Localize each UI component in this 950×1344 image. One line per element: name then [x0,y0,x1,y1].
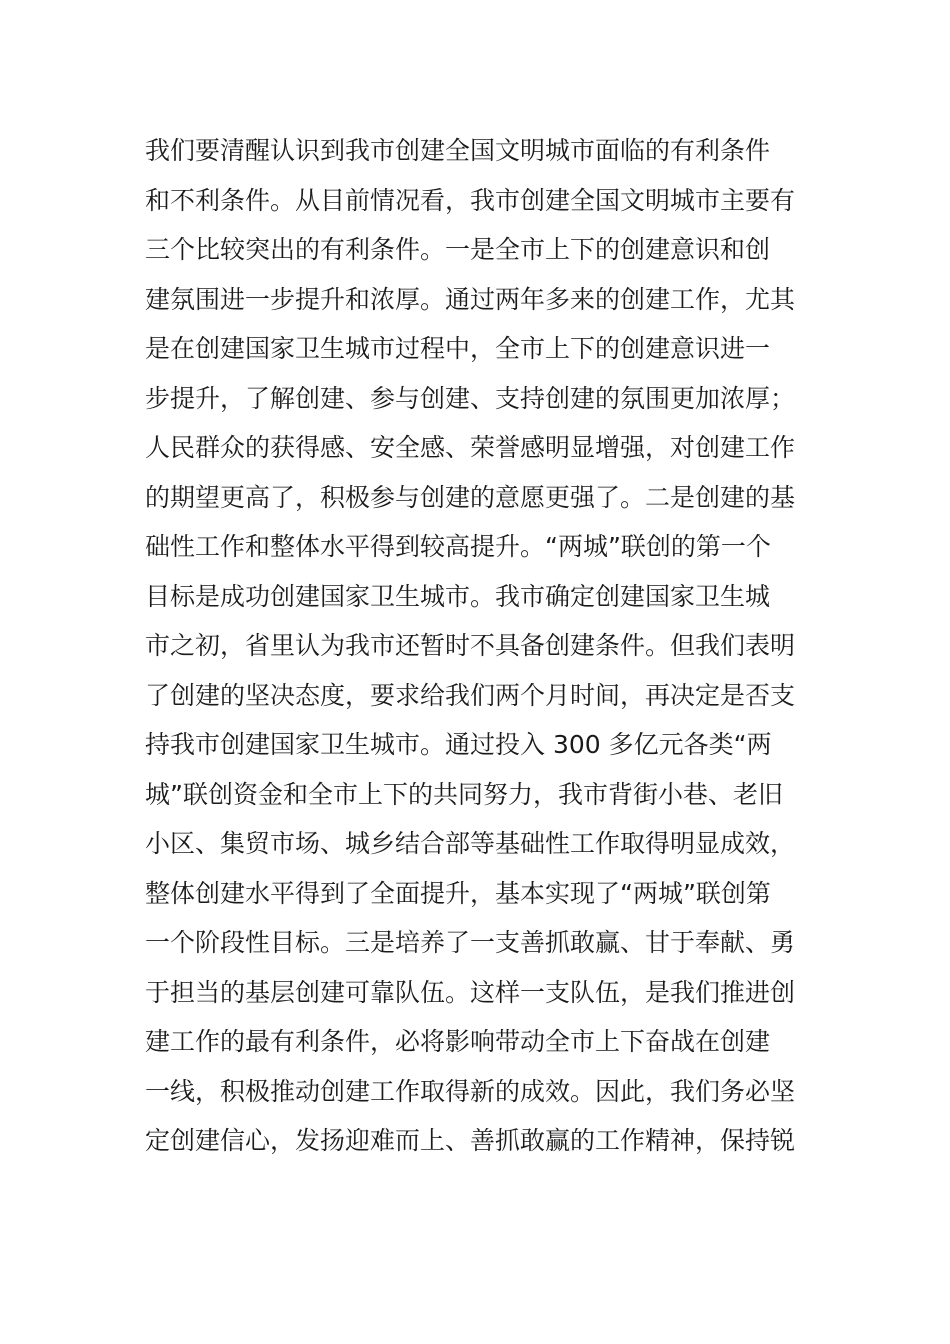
text-line: 一线，积极推动创建工作取得新的成效。因此，我们务必坚 [145,1076,796,1106]
text-line: 一个阶段性目标。三是培养了一支善抓敢赢、甘于奉献、勇 [145,928,796,957]
text-line: 整体创建水平得到了全面提升，基本实现了“两城”联创第 [145,878,771,908]
text-line: 人民群众的获得感、安全感、荣誉感明显增强，对创建工作 [145,433,796,462]
text-line: 建氛围进一步提升和浓厚。通过两年多来的创建工作，尤其 [145,284,796,314]
text-line: 定创建信心，发扬迎难而上、善抓敢赢的工作精神，保持锐 [145,1126,796,1155]
text-line: 小区、集贸市场、城乡结合部等基础性工作取得明显成效， [145,829,796,858]
text-line: 于担当的基层创建可靠队伍。这样一支队伍，是我们推进创 [145,977,796,1007]
text-line: 城”联创资金和全市上下的共同努力，我市背街小巷、老旧 [145,779,783,809]
text-line: 是在创建国家卫生城市过程中，全市上下的创建意识进一 [145,334,771,363]
body-paragraph [145,126,815,1166]
text-line: 建工作的最有利条件，必将影响带动全市上下奋战在创建 [145,1027,771,1056]
text-line: 三个比较突出的有利条件。一是全市上下的创建意识和创 [145,235,771,264]
text-line: 我们要清醒认识到我市创建全国文明城市面临的有利条件 [145,136,771,165]
text-line: 步提升，了解创建、参与创建、支持创建的氛围更加浓厚； [145,383,796,413]
text-line: 持我市创建国家卫生城市。通过投入 300 多亿元各类“两 [145,730,772,759]
text-line: 市之初，省里认为我市还暂时不具备创建条件。但我们表明 [145,631,796,660]
text-line: 目标是成功创建国家卫生城市。我市确定创建国家卫生城 [145,581,771,611]
text-line: 了创建的坚决态度，要求给我们两个月时间，再决定是否支 [145,680,796,710]
text-line: 的期望更高了，积极参与创建的意愿更强了。二是创建的基 [145,482,796,512]
text-line: 础性工作和整体水平得到较高提升。“两城”联创的第一个 [145,532,771,561]
text-line: 和不利条件。从目前情况看，我市创建全国文明城市主要有 [145,185,796,215]
